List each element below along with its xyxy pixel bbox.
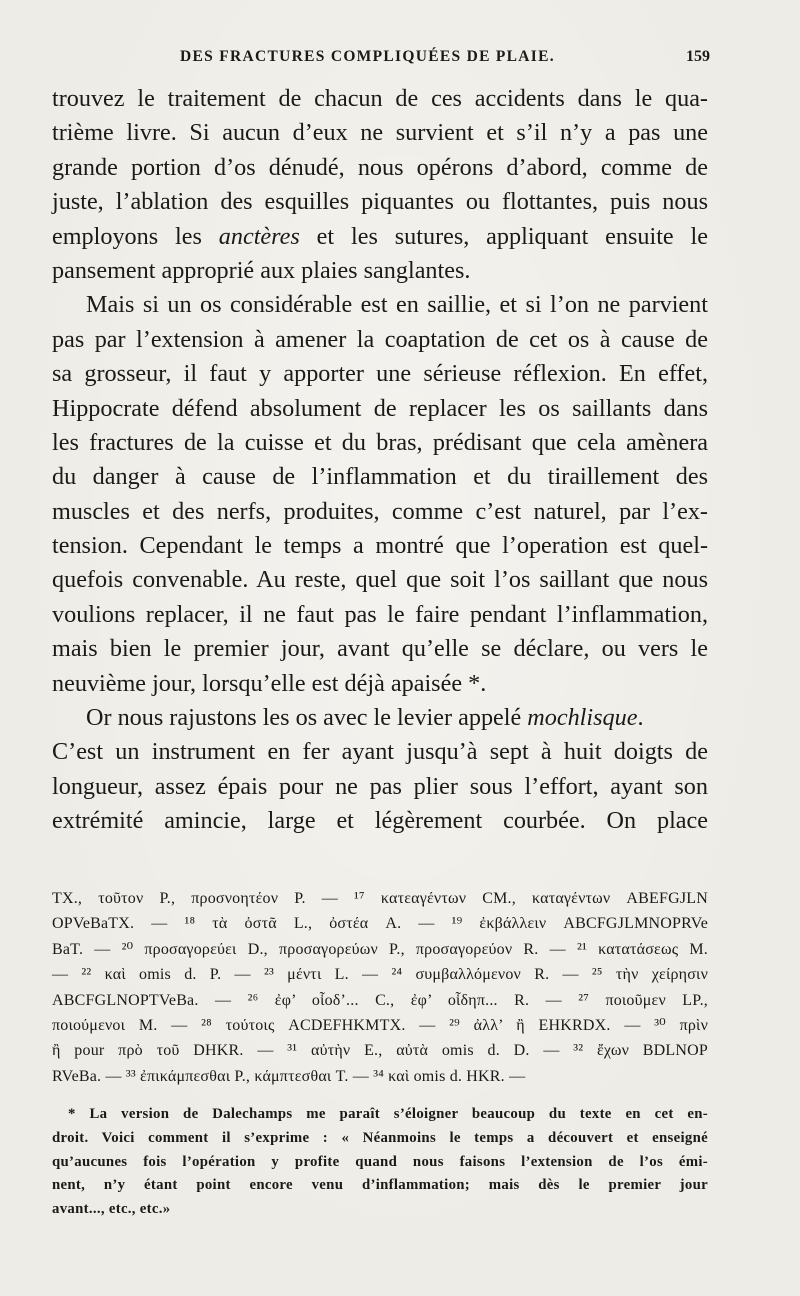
text-line: longueur, assez épais pour ne pas plier sous l’effort, ayant son: [52, 772, 708, 800]
footnote-line: avant..., etc., etc.»: [52, 1201, 171, 1218]
text-line: voulions replacer, il ne faut pas le faire pendant l’inflammation,: [52, 600, 708, 628]
variant-line: OPVeBaTX. — ¹⁸ τὰ ὀστᾶ L., ὀστέα A. — ¹⁹ ἐκβάλλειν ABCFGJLMNOPRVe: [52, 915, 708, 933]
running-head: DES FRACTURES COMPLIQUÉES DE PLAIE.: [180, 48, 555, 65]
variant-line: ABCFGLNOPTVeBa. — ²⁶ ἐφ’ οἷοδ’... C., ἐφ’ οἷδηπ... R. — ²⁷ ποιοῦμεν LP.,: [52, 991, 708, 1009]
footnote-line: droit. Voici comment il s’exprime : « Néanmoins le temps a découvert et enseigné: [52, 1129, 708, 1146]
variant-line: ποιούμενοι M. — ²⁸ τούτοις ACDEFHKMTX. — ²⁹ ἀλλ’ ἢ EHKRDX. — ³⁰ πρὶν: [52, 1016, 708, 1034]
text-run: .: [637, 704, 644, 732]
variant-line: — ²² καὶ omis d. P. — ²³ μέντι L. — ²⁴ συμβαλλόμενον R. — ²⁵ τὴν χείρησιν: [52, 966, 708, 984]
text-line: du danger à cause de l’inflammation et du tiraillement des: [52, 463, 708, 491]
text-line: pansement approprié aux plaies sanglantes.: [52, 256, 471, 284]
text-line: mais bien le premier jour, avant qu’elle se déclare, ou vers le: [52, 635, 708, 663]
text-line: les fractures de la cuisse et du bras, prédisant que cela amènera: [52, 428, 708, 456]
footnote-line: nent, n’y étant point encore venu d’inflammation; mais dès le premier jour: [52, 1177, 708, 1194]
variant-line: RVeBa. — ³³ ἐπικάμπεσθαι P., κάμπτεσθαι T. — ³⁴ καὶ omis d. HKR. —: [52, 1067, 526, 1085]
text-line: trième livre. Si aucun d’eux ne survient et s’il n’y a pas une: [52, 119, 708, 147]
page-header: [180, 48, 710, 72]
variant-line: TX., τοῦτον P., προσνοητέον P. — ¹⁷ κατεαγέντων CM., καταγέντων ABEFGJLN: [52, 890, 708, 907]
footnote-line: qu’aucunes fois l’opération y profite quand nous faisons l’extension de l’os émi-: [52, 1153, 708, 1170]
text-line: C’est un instrument en fer ayant jusqu’à sept à huit doigts de: [52, 738, 708, 766]
text-run: employons les: [52, 222, 219, 250]
text-line: sa grosseur, il faut y apporter une sérieuse réflexion. En effet,: [52, 360, 708, 388]
text-line: quefois convenable. Au reste, quel que soit l’os saillant que nous: [52, 566, 708, 594]
paragraph-start-line: [52, 701, 708, 735]
text-line: [52, 220, 708, 254]
text-line: extrémité amincie, large et légèrement courbée. On place: [52, 807, 708, 835]
page-number: 159: [686, 48, 710, 65]
italic-term: mochlisque: [527, 704, 638, 732]
paragraph-start-line: Mais si un os considérable est en saillie, et si l’on ne parvient: [86, 291, 708, 319]
text-run: et les sutures, appliquant ensuite le: [299, 222, 708, 250]
main-text: [52, 82, 708, 839]
text-line: tension. Cependant le temps a montré que l’operation est quel-: [52, 532, 708, 560]
text-line: trouvez le traitement de chacun de ces accidents dans le qua-: [52, 85, 708, 112]
footnote-line: * La version de Dalechamps me paraît s’éloigner beaucoup du texte en cet en-: [68, 1106, 708, 1122]
variant-line: ἢ pour πρὸ τοῦ DHKR. — ³¹ αὐτὴν E., αὐτὰ omis d. D. — ³² ἔχων BDLNOP: [52, 1042, 708, 1060]
text-line: Hippocrate défend absolument de replacer les os saillants dans: [52, 394, 708, 422]
text-line: juste, l’ablation des esquilles piquantes ou flottantes, puis nous: [52, 188, 708, 216]
text-line: grande portion d’os dénudé, nous opérons d’abord, comme de: [52, 153, 708, 181]
text-run: Or nous rajustons les os avec le levier appelé: [86, 704, 528, 732]
text-line: muscles et des nerfs, produites, comme c’est naturel, par l’ex-: [52, 497, 708, 525]
footnote: [52, 1103, 708, 1222]
text-line: neuvième jour, lorsqu’elle est déjà apaisée *.: [52, 669, 487, 697]
variant-readings: [52, 886, 708, 1089]
variant-line: BaT. — ²⁰ προσαγορεύει D., προσαγορεύων P., προσαγορεύον R. — ²¹ κατατάσεως M.: [52, 940, 708, 958]
text-line: pas par l’extension à amener la coaptation de cet os à cause de: [52, 325, 708, 353]
italic-term: anctères: [218, 222, 300, 250]
